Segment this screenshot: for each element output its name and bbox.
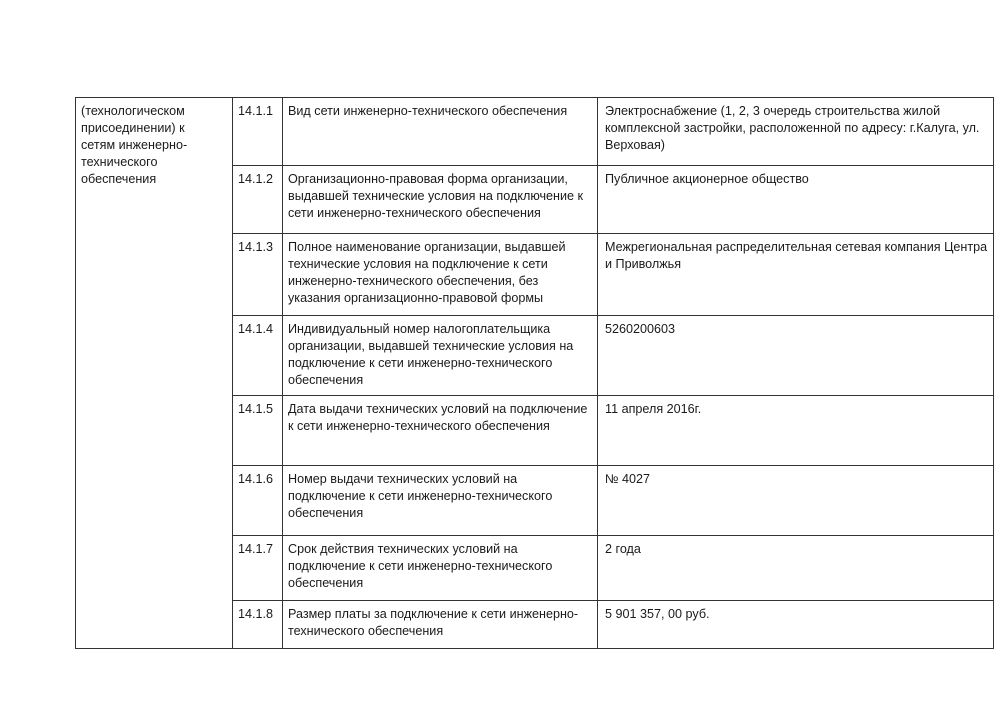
row-number: 14.1.1 [233,98,283,166]
row-number: 14.1.3 [233,234,283,316]
row-label: Организационно-правовая форма организации, выдавшей технические условия на подключение к сети инженерно-технического обеспечения [283,166,598,234]
row-label: Срок действия технических условий на подключение к сети инженерно-технического обеспечения [283,536,598,601]
row-number: 14.1.2 [233,166,283,234]
row-label: Номер выдачи технических условий на подключение к сети инженерно-технического обеспечения [283,466,598,536]
row-label: Дата выдачи технических условий на подключение к сети инженерно-технического обеспечения [283,396,598,466]
row-value: 2 года [598,536,994,601]
row-number: 14.1.6 [233,466,283,536]
section-label: (технологическом присоединении) к сетям инженерно-технического обеспечения [76,98,233,649]
row-value: 5 901 357, 00 руб. [598,601,994,649]
row-label: Полное наименование организации, выдавшей технические условия на подключение к сети инженерно-технического обеспечения, без указания организационно-правовой формы [283,234,598,316]
row-number: 14.1.7 [233,536,283,601]
row-label: Индивидуальный номер налогоплательщика организации, выдавшей технические условия на подключение к сети инженерно-технического обеспечения [283,316,598,396]
row-value: Публичное акционерное общество [598,166,994,234]
row-number: 14.1.8 [233,601,283,649]
row-value: Межрегиональная распределительная сетевая компания Центра и Приволжья [598,234,994,316]
engineering-networks-table [75,97,994,649]
row-label: Вид сети инженерно-технического обеспечения [283,98,598,166]
row-value: 5260200603 [598,316,994,396]
row-number: 14.1.4 [233,316,283,396]
row-number: 14.1.5 [233,396,283,466]
row-value: № 4027 [598,466,994,536]
row-value: 11 апреля 2016г. [598,396,994,466]
row-label: Размер платы за подключение к сети инженерно-технического обеспечения [283,601,598,649]
row-value: Электроснабжение (1, 2, 3 очередь строительства жилой комплексной застройки, расположенной по адресу: г.Калуга, ул. Верховая) [598,98,994,166]
table-row [76,98,994,166]
